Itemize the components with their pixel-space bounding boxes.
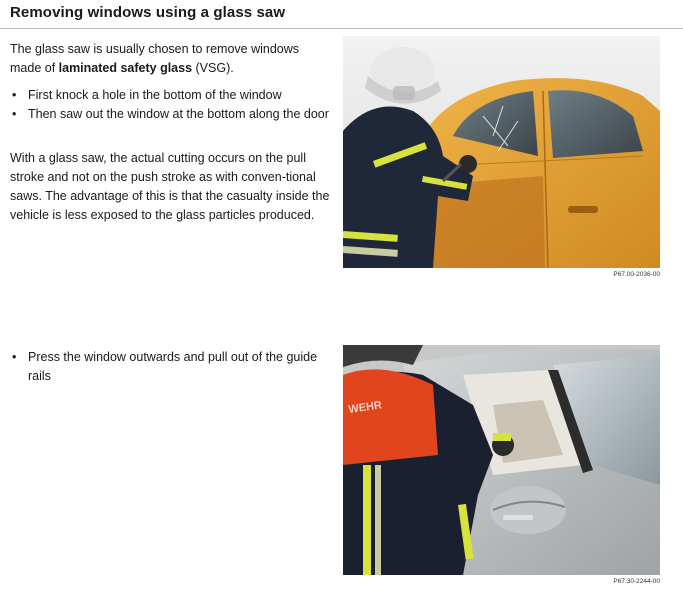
intro-bold: laminated safety glass bbox=[58, 61, 193, 75]
page-title: Removing windows using a glass saw bbox=[10, 4, 286, 21]
steps-top-list bbox=[10, 86, 330, 124]
list-item: • First knock a hole in the bottom of the window bbox=[10, 86, 330, 105]
figure-caption-1: P67.00-2036-00 bbox=[613, 271, 660, 278]
list-item: • Then saw out the window at the bottom along the door bbox=[10, 105, 330, 124]
intro-part1: The glass saw is usually chosen to remove windows made of bbox=[10, 42, 300, 75]
photo-glass-saw-yellow-car bbox=[343, 36, 660, 268]
intro-text bbox=[10, 40, 330, 78]
photo-illustration-1 bbox=[343, 36, 660, 268]
body-paragraph: With a glass saw, the actual cutting occurs on the pull stroke and not on the push stroke as with conven-tional saws. The advantage of this is that the casualty inside the vehicle is less exposed to the glass particles produced. bbox=[10, 151, 330, 222]
steps-bottom-list bbox=[10, 348, 330, 386]
photo-illustration-2 bbox=[343, 345, 660, 575]
photo-window-removal-silver-car bbox=[343, 345, 660, 575]
vest-lettering: WEHR bbox=[347, 399, 383, 416]
title-rule bbox=[0, 28, 683, 29]
list-item: • Press the window outwards and pull out of the guide rails bbox=[10, 348, 330, 386]
intro-part2: (VSG). bbox=[192, 61, 234, 75]
figure-caption-2: P67.30-2244-00 bbox=[613, 578, 660, 585]
